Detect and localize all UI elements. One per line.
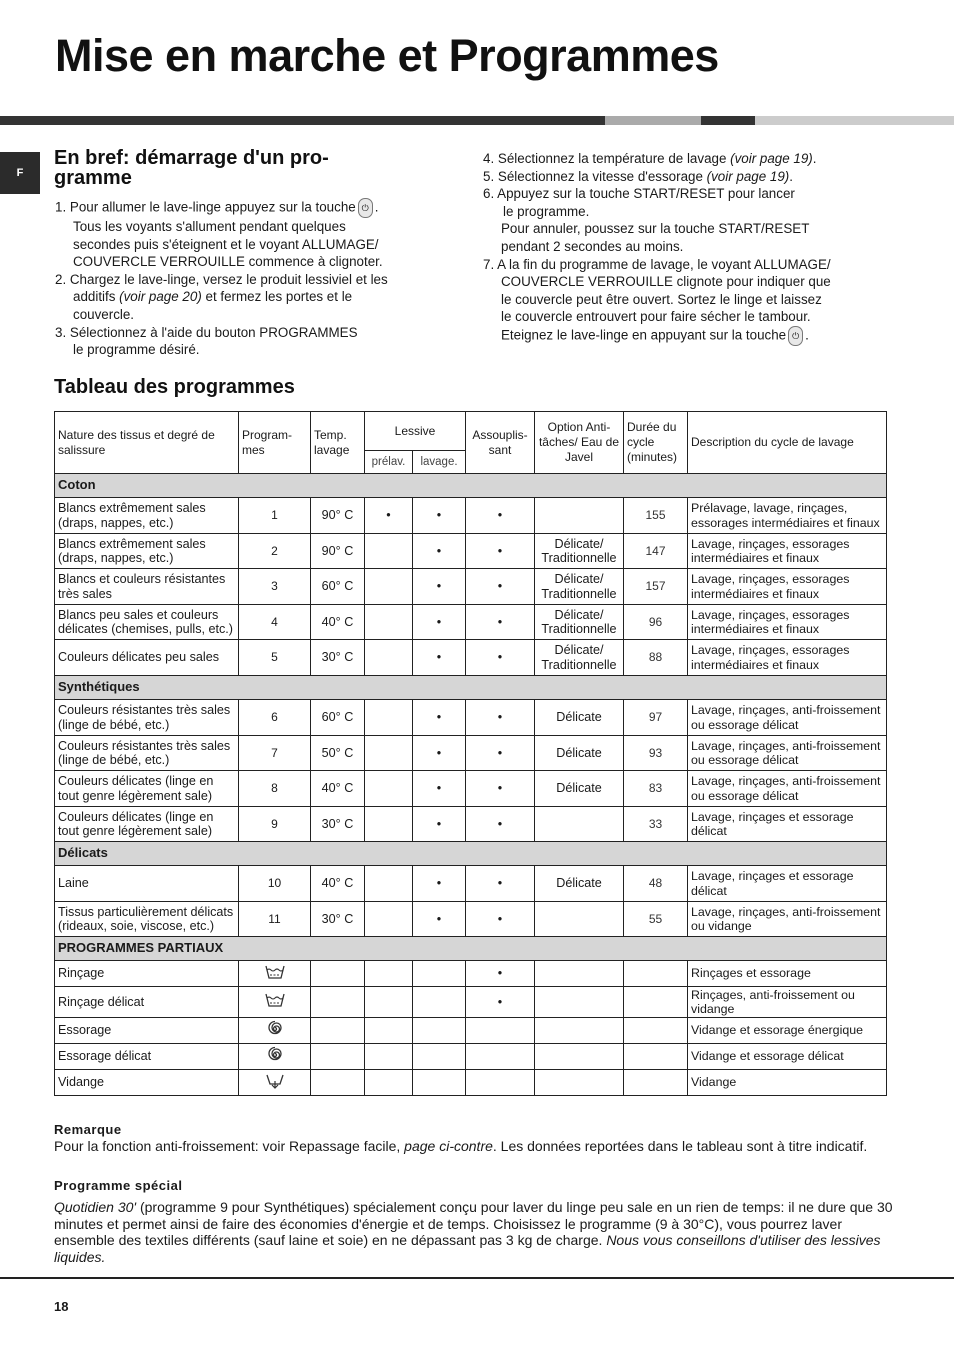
brief-steps-right: 4. Sélectionnez la température de lavage (voir page 19). 5. Sélectionnez la vitesse d'essorage (voir page 19). 6. Appuyez sur la touche START/RESET pour lancer le programme. Pour annuler, poussez sur la touche START/RESET pendant 2 secondes au moins. 7. A la fin du programme de lavage, le voyant ALLUMAGE/ COUVERCLE VERROUILLE clignote pour indiquer que le couvercle peut être ouvert. Sortez le linge et laissez le couvercle entrouvert pour faire sécher le tambour. Eteignez le lave-linge en appuyant sur la touche ⏻ . (483, 150, 831, 346)
special-text: Quotidien 30' (programme 9 pour Synthétiques) spécialement conçu pour laver du linge peu sale en un rien de temps: il ne dure que 30 minutes et permet ainsi de faire des économies d'énergie et de temps. Choisissez le programme (9 à 30°C), vous pourrez laver ensemble des textiles différents (sauf laine et soie) en ne dépassant pas 3 kg de charge. Nous vous conseillons d'utiliser des lessives liquides. (54, 1199, 893, 1265)
footer-rule (0, 1277, 954, 1279)
header-assoup: Assouplis-sant (466, 412, 535, 474)
category-coton: Coton (55, 474, 887, 498)
table-row: Essorage délicat Vidange et essorage délicat (55, 1044, 887, 1070)
table-row: Couleurs résistantes très sales (linge de bébé, etc.) 7 50° C • • Délicate 93 Lavage, rinçages, anti-froissement ou essorage délicat (55, 736, 887, 771)
table-row: Blancs extrêmement sales (draps, nappes, etc.) 2 90° C • • Délicate/ Traditionnelle 147 Lavage, rinçages, essorages intermédiaires et finaux (55, 534, 887, 569)
special-heading: Programme spécial (54, 1178, 183, 1193)
category-delicats: Délicats (55, 842, 887, 866)
step-5: 5. Sélectionnez la vitesse d'essorage (voir page 19). (483, 168, 793, 184)
table-row: Blancs et couleurs résistantes très sales 3 60° C • • Délicate/ Traditionnelle 157 Lavage, rinçages, essorages intermédiaires et finaux (55, 569, 887, 605)
table-row: Couleurs résistantes très sales (linge de bébé, etc.) 6 60° C • • Délicate 97 Lavage, rinçages, anti-froissement ou essorage délicat (55, 700, 887, 736)
table-row: Essorage Vidange et essorage énergique (55, 1018, 887, 1044)
header-programmes: Program-mes (239, 412, 311, 474)
header-nature: Nature des tissus et degré de salissure (55, 412, 239, 474)
step-3: 3. Sélectionnez à l'aide du bouton PROGRAMMES (55, 324, 358, 340)
header-option: Option Anti-tâches/ Eau de Javel (535, 412, 624, 474)
table-row: Blancs extrêmement sales (draps, nappes, etc.) 1 90° C • • • 155 Prélavage, lavage, rinçages, essorages intermédiaires et finaux (55, 498, 887, 534)
header-bar-mid (605, 116, 701, 125)
spin-icon (239, 1018, 311, 1044)
table-row: Couleurs délicates (linge en tout genre légèrement sale) 9 30° C • • 33 Lavage, rinçages et essorage délicat (55, 807, 887, 842)
remarque-heading: Remarque (54, 1122, 122, 1137)
brief-heading (54, 148, 329, 188)
power-button-icon: ⏻ (358, 198, 373, 218)
table-row: Rinçage délicat • Rinçages, anti-froissement ou vidange (55, 987, 887, 1018)
power-button-icon: ⏻ (788, 326, 803, 346)
header-bar-dark-2 (701, 116, 755, 125)
brief-steps-left: 1. Pour allumer le lave-linge appuyez sur la touche ⏻ . Tous les voyants s'allument pendant quelques secondes puis s'éteignent et le voyant ALLUMAGE/ COUVERCLE VERROUILLE commence à clignoter. 2. Chargez le lave-linge, versez le produit lessiviel et les additifs (voir page 20) et fermez les portes et le couvercle. 3. Sélectionnez à l'aide du bouton PROGRAMMES le programme désiré. (55, 199, 388, 358)
table-row: Tissus particulièrement délicats (rideaux, soie, viscose, etc.) 11 30° C • • 55 Lavage, rinçages, anti-froissement ou vidange (55, 902, 887, 937)
table-row: Vidange Vidange (55, 1070, 887, 1096)
table-row: Rinçage • Rinçages et essorage (55, 961, 887, 987)
page-title: Mise en marche et Programmes (55, 30, 719, 81)
header-bar-dark (0, 116, 605, 125)
step-2: 2. Chargez le lave-linge, versez le produit lessiviel et les (55, 271, 388, 287)
step-4: 4. Sélectionnez la température de lavage (voir page 19). (483, 151, 817, 166)
category-programmes-partiaux: PROGRAMMES PARTIAUX (55, 937, 887, 961)
remarque-text: Pour la fonction anti-froissement: voir Repassage facile, page ci-contre. Les données reportées dans le tableau sont à titre indicatif. (54, 1138, 868, 1154)
category-synthetiques: Synthétiques (55, 676, 887, 700)
header-bar-light (755, 116, 954, 125)
header-duree: Durée du cycle (minutes) (624, 412, 688, 474)
header-temp: Temp. lavage (311, 412, 365, 474)
table-row: Couleurs délicates (linge en tout genre légèrement sale) 8 40° C • • Délicate 83 Lavage, rinçages, anti-froissement ou essorage délicat (55, 771, 887, 807)
delicate-rinse-icon (239, 987, 311, 1018)
header-lessive: Lessive (365, 412, 466, 451)
step-1: 1. Pour allumer le lave-linge appuyez sur la touche ⏻ . (55, 198, 388, 218)
header-desc: Description du cycle de lavage (688, 412, 887, 474)
table-row: Laine 10 40° C • • Délicate 48 Lavage, rinçages et essorage délicat (55, 866, 887, 902)
page-number: 18 (54, 1299, 69, 1314)
brief-heading-line-1: En bref: démarrage d'un pro- (54, 147, 329, 169)
language-tab: F (0, 152, 40, 194)
drain-icon (239, 1070, 311, 1096)
rinse-icon (239, 961, 311, 987)
table-row: Blancs peu sales et couleurs délicates (chemises, pulls, etc.) 4 40° C • • Délicate/ Traditionnelle 96 Lavage, rinçages, essorages intermédiaires et finaux (55, 605, 887, 640)
table-row: Couleurs délicates peu sales 5 30° C • • Délicate/ Traditionnelle 88 Lavage, rinçages, essorages intermédiaires et finaux (55, 640, 887, 676)
step-6: 6. Appuyez sur la touche START/RESET pour lancer (483, 186, 795, 202)
table-heading: Tableau des programmes (54, 376, 295, 398)
header-prelav: prélav. (365, 451, 413, 474)
programs-table (54, 411, 887, 1096)
header-lavage: lavage. (413, 451, 466, 474)
brief-heading-line-2: gramme (54, 167, 132, 189)
delicate-spin-icon (239, 1044, 311, 1070)
step-7: 7. A la fin du programme de lavage, le voyant ALLUMAGE/ (483, 256, 831, 272)
